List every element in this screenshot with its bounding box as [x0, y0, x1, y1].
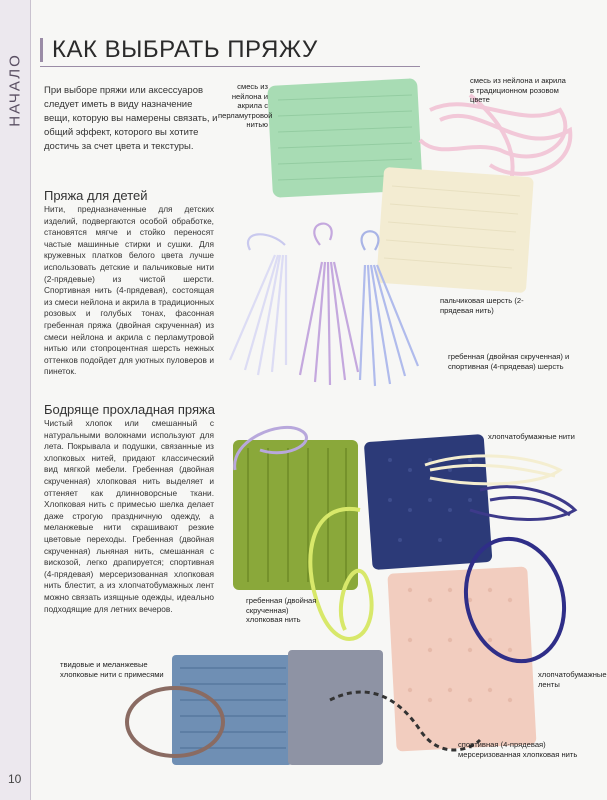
caption-fingering-wool: пальчиковая шерсть (2-прядевая нить): [440, 296, 524, 315]
section-heading-cool: Бодряще прохладная пряжа: [44, 402, 215, 417]
intro-paragraph: При выборе пряжи или аксессуаров следует иметь в виду назначение вещи, которую вы намерены связать, и общий эффект, которого вы хотите достичь за счет цвета и текстуры.: [44, 85, 218, 152]
lime-knit-swatch: [233, 440, 358, 590]
page-title: КАК ВЫБРАТЬ ПРЯЖУ: [52, 36, 318, 63]
page-number: 10: [8, 772, 22, 786]
caption-nylon-acrylic-pearl: смесь из нейлона и акрила с перламутровой нитью: [218, 82, 273, 130]
caption-cotton-threads: хлопчатобумажные нити: [488, 432, 575, 441]
grey-tweed-swatch: [288, 650, 383, 765]
caption-combed-cotton: гребенная (двойная скрученная) хлопковая нить: [246, 596, 317, 625]
section-heading-children: Пряжа для детей: [44, 188, 148, 203]
caption-nylon-acrylic-pink: смесь из нейлона и акрила в традиционном розовом цвете: [470, 76, 566, 105]
caption-mercerized-cotton: спортивная (4-прядевая) мерсеризованная хлопковая нить: [458, 740, 578, 759]
cream-knit-swatch: [376, 167, 534, 293]
caption-tweed-melange: твидовые и меланжевые хлопковые нити с примесями: [60, 660, 164, 679]
caption-cotton-ribbons: хлопчатобумажные ленты: [538, 670, 607, 689]
section-text-cool: Чистый хлопок или смешанный с натуральными волокнами используют для лета. Покрывала и подушки, связанные из хлопковых нитей, придают классический вид мягкой мебели. Гребенная (двойная скрученная) хлопковая нить выделяет и оттеняет как длинноворсные ткани. Хлопковая нить с примесью шелка делает даже строгую праздничную одежду, а меланжевые нити скрашивают резкие цветовые переходы. Гребенная (двойная скрученная) льняная нить, смешанная с вискозой, легко драпируется; спортивная (4-прядевая) мерсеризованная хлопковая нить блестит, а из хлопчатобумажных лент можно связать изящные одежды, идеально подходящие для летних вечеров.: [44, 418, 214, 614]
navy-knit-swatch: [364, 434, 493, 570]
section-tab-label: НАЧАЛО: [6, 53, 24, 127]
section-text-children: Нити, предназначенные для детских изделий, подвергаются особой обработке, становятся мягче и стойко переносят частые машинные стирки и сушки. Для кружевных платков белого цвета лучше использовать детские и пальчиковые нити (2-прядевые) из чистой шерсти. Спортивная нить (4-прядевая), состоящая из смеси нейлона и акрила в традиционных розовых и голубых тонах, фасонная гребенная пряжа (двойная скрученная) из смеси нейлона и акрила с перламутровой нитью или стопроцентная шерсть нежных оттенков подойдет для уютных пуловеров и пинеток.: [44, 204, 214, 377]
caption-worsted-sport-wool: гребенная (двойная скрученная) и спортивная (4-прядевая) шерсть: [448, 352, 570, 371]
